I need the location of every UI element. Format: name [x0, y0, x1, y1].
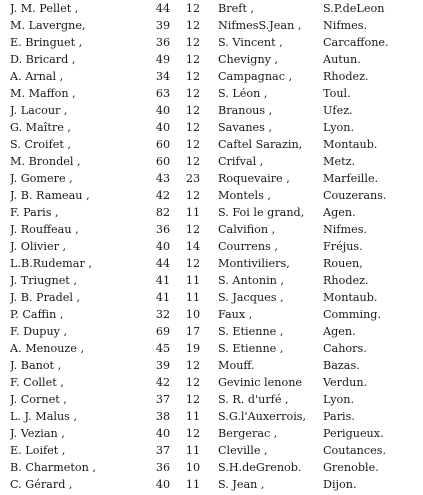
- diocese-name: Lyon.: [323, 393, 355, 406]
- table-row: [0, 187, 423, 204]
- table-row: [0, 221, 423, 238]
- diocese-name: Comming.: [323, 308, 382, 321]
- diocese-name: Toul.: [323, 87, 351, 100]
- person-name: L. J. Malus ,: [10, 410, 78, 423]
- age-value: 36: [155, 36, 171, 49]
- age-value: 40: [155, 478, 171, 491]
- person-name: F. Paris ,: [10, 206, 59, 219]
- parish-name: NifmesS.Jean ,: [218, 19, 302, 32]
- number-value: 12: [185, 36, 201, 49]
- number-value: 12: [185, 359, 201, 372]
- table-row: [0, 119, 423, 136]
- age-value: 42: [155, 189, 171, 202]
- age-value: 36: [155, 461, 171, 474]
- person-name: A. Menouze ,: [10, 342, 85, 355]
- diocese-name: Fréjus.: [323, 240, 363, 253]
- parish-name: S. R. d'urfé ,: [218, 393, 289, 406]
- number-value: 19: [185, 342, 201, 355]
- diocese-name: Agen.: [323, 206, 356, 219]
- parish-name: S. Antonin ,: [218, 274, 284, 287]
- diocese-name: Cahors.: [323, 342, 367, 355]
- age-value: 45: [155, 342, 171, 355]
- parish-name: S. Etienne ,: [218, 325, 284, 338]
- table-row: [0, 408, 423, 425]
- diocese-name: Agen.: [323, 325, 356, 338]
- number-value: 23: [185, 172, 201, 185]
- table-row: [0, 442, 423, 459]
- parish-name: Savanes ,: [218, 121, 273, 134]
- number-value: 12: [185, 223, 201, 236]
- table-row: [0, 170, 423, 187]
- diocese-name: Verdun.: [323, 376, 368, 389]
- parish-name: Faux ,: [218, 308, 253, 321]
- number-value: 12: [185, 376, 201, 389]
- table-row: [0, 357, 423, 374]
- parish-name: S. Vincent ,: [218, 36, 283, 49]
- person-name: J. B. Pradel ,: [10, 291, 81, 304]
- parish-name: S.H.deGrenob.: [218, 461, 302, 474]
- person-name: D. Bricard ,: [10, 53, 76, 66]
- number-value: 11: [185, 478, 201, 491]
- diocese-name: Metz.: [323, 155, 356, 168]
- table-row: [0, 255, 423, 272]
- table-row: [0, 85, 423, 102]
- number-value: 12: [185, 2, 201, 15]
- diocese-name: Couzerans.: [323, 189, 387, 202]
- table-row: [0, 102, 423, 119]
- table-row: [0, 391, 423, 408]
- parish-name: S. Etienne ,: [218, 342, 284, 355]
- number-value: 12: [185, 138, 201, 151]
- number-value: 11: [185, 274, 201, 287]
- parish-name: S.G.l'Auxerrois,: [218, 410, 307, 423]
- age-value: 41: [155, 291, 171, 304]
- person-name: J. Olivier ,: [10, 240, 67, 253]
- parish-name: Caftel Sarazin,: [218, 138, 303, 151]
- age-value: 32: [155, 308, 171, 321]
- parish-name: Bergerac ,: [218, 427, 278, 440]
- table-row: [0, 238, 423, 255]
- person-name: A. Arnal ,: [10, 70, 64, 83]
- number-value: 11: [185, 444, 201, 457]
- person-name: J. Cornet ,: [10, 393, 67, 406]
- age-value: 44: [155, 257, 171, 270]
- age-value: 34: [155, 70, 171, 83]
- person-name: M. Lavergne,: [10, 19, 86, 32]
- diocese-name: Dijon.: [323, 478, 357, 491]
- age-value: 40: [155, 240, 171, 253]
- person-name: J. Triugnet ,: [10, 274, 77, 287]
- diocese-name: Perigueux.: [323, 427, 384, 440]
- person-name: C. Gérard ,: [10, 478, 73, 491]
- age-value: 36: [155, 223, 171, 236]
- number-value: 11: [185, 206, 201, 219]
- parish-name: Mouff.: [218, 359, 255, 372]
- diocese-name: Rhodez.: [323, 70, 369, 83]
- number-value: 10: [185, 461, 201, 474]
- person-name: J. B. Rameau ,: [10, 189, 90, 202]
- table-row: [0, 17, 423, 34]
- number-value: 14: [185, 240, 201, 253]
- person-name: M. Maffon ,: [10, 87, 76, 100]
- diocese-name: Montaub.: [323, 138, 378, 151]
- table-row: [0, 136, 423, 153]
- diocese-name: Coutances.: [323, 444, 387, 457]
- person-name: J. M. Pellet ,: [10, 2, 79, 15]
- table-row: [0, 204, 423, 221]
- age-value: 43: [155, 172, 171, 185]
- number-value: 11: [185, 291, 201, 304]
- number-value: 12: [185, 155, 201, 168]
- parish-name: Branous ,: [218, 104, 273, 117]
- table-row: [0, 272, 423, 289]
- person-name: E. Bringuet ,: [10, 36, 83, 49]
- diocese-name: Nifmes.: [323, 19, 368, 32]
- table-row: [0, 323, 423, 340]
- age-value: 42: [155, 376, 171, 389]
- table-row: [0, 34, 423, 51]
- number-value: 12: [185, 121, 201, 134]
- age-value: 60: [155, 155, 171, 168]
- number-value: 11: [185, 410, 201, 423]
- number-value: 12: [185, 257, 201, 270]
- diocese-name: Bazas.: [323, 359, 360, 372]
- person-name: S. Croifet ,: [10, 138, 71, 151]
- parish-name: Courrens ,: [218, 240, 278, 253]
- age-value: 82: [155, 206, 171, 219]
- age-value: 40: [155, 121, 171, 134]
- age-value: 63: [155, 87, 171, 100]
- age-value: 40: [155, 104, 171, 117]
- diocese-name: Montaub.: [323, 291, 378, 304]
- age-value: 44: [155, 2, 171, 15]
- table-row: [0, 0, 423, 17]
- table-row: [0, 51, 423, 68]
- age-value: 37: [155, 444, 171, 457]
- person-name: L.B.Rudemar ,: [10, 257, 92, 270]
- age-value: 39: [155, 19, 171, 32]
- parish-name: S. Jean ,: [218, 478, 265, 491]
- person-name: J. Rouffeau ,: [10, 223, 79, 236]
- age-value: 69: [155, 325, 171, 338]
- age-value: 37: [155, 393, 171, 406]
- parish-name: Crifval ,: [218, 155, 264, 168]
- number-value: 12: [185, 87, 201, 100]
- parish-name: Gevinic lenone: [218, 376, 303, 389]
- diocese-name: Nifmes.: [323, 223, 368, 236]
- diocese-name: Lyon.: [323, 121, 355, 134]
- number-value: 12: [185, 19, 201, 32]
- parish-name: Montels ,: [218, 189, 271, 202]
- table-row: [0, 289, 423, 306]
- parish-name: Montiviliers,: [218, 257, 290, 270]
- diocese-name: Rouen,: [323, 257, 363, 270]
- number-value: 12: [185, 189, 201, 202]
- parish-name: Campagnac ,: [218, 70, 293, 83]
- age-value: 40: [155, 427, 171, 440]
- age-value: 60: [155, 138, 171, 151]
- parish-name: S. Jacques ,: [218, 291, 284, 304]
- parish-name: Breft ,: [218, 2, 254, 15]
- person-name: P. Caffin ,: [10, 308, 64, 321]
- number-value: 17: [185, 325, 201, 338]
- number-value: 12: [185, 104, 201, 117]
- person-name: J. Lacour ,: [10, 104, 68, 117]
- person-name: G. Maître ,: [10, 121, 71, 134]
- table-row: [0, 153, 423, 170]
- person-name: M. Brondel ,: [10, 155, 81, 168]
- number-value: 12: [185, 70, 201, 83]
- parish-name: Calvifion ,: [218, 223, 276, 236]
- diocese-name: Rhodez.: [323, 274, 369, 287]
- number-value: 12: [185, 393, 201, 406]
- person-name: J. Banot ,: [10, 359, 62, 372]
- age-value: 49: [155, 53, 171, 66]
- table-row: [0, 68, 423, 85]
- table-row: [0, 459, 423, 476]
- diocese-name: Paris.: [323, 410, 355, 423]
- person-name: E. Loifet ,: [10, 444, 66, 457]
- table-row: [0, 306, 423, 323]
- person-name: J. Gomere ,: [10, 172, 73, 185]
- number-value: 12: [185, 53, 201, 66]
- age-value: 39: [155, 359, 171, 372]
- number-value: 12: [185, 427, 201, 440]
- person-name: F. Collet ,: [10, 376, 64, 389]
- diocese-name: S.P.deLeon: [323, 2, 385, 15]
- person-name: J. Vezian ,: [10, 427, 65, 440]
- age-value: 41: [155, 274, 171, 287]
- parish-name: Cleville ,: [218, 444, 268, 457]
- table-row: [0, 340, 423, 357]
- diocese-name: Marfeille.: [323, 172, 379, 185]
- diocese-name: Autun.: [323, 53, 361, 66]
- table-row: [0, 374, 423, 391]
- table-row: [0, 476, 423, 493]
- parish-name: S. Foi le grand,: [218, 206, 305, 219]
- diocese-name: Grenoble.: [323, 461, 379, 474]
- age-value: 38: [155, 410, 171, 423]
- table-row: [0, 425, 423, 442]
- person-name: F. Dupuy ,: [10, 325, 68, 338]
- number-value: 10: [185, 308, 201, 321]
- diocese-name: Carcaffone.: [323, 36, 389, 49]
- diocese-name: Ufez.: [323, 104, 353, 117]
- parish-name: Chevigny ,: [218, 53, 279, 66]
- parish-name: S. Léon ,: [218, 87, 268, 100]
- parish-name: Roquevaire ,: [218, 172, 290, 185]
- person-name: B. Charmeton ,: [10, 461, 96, 474]
